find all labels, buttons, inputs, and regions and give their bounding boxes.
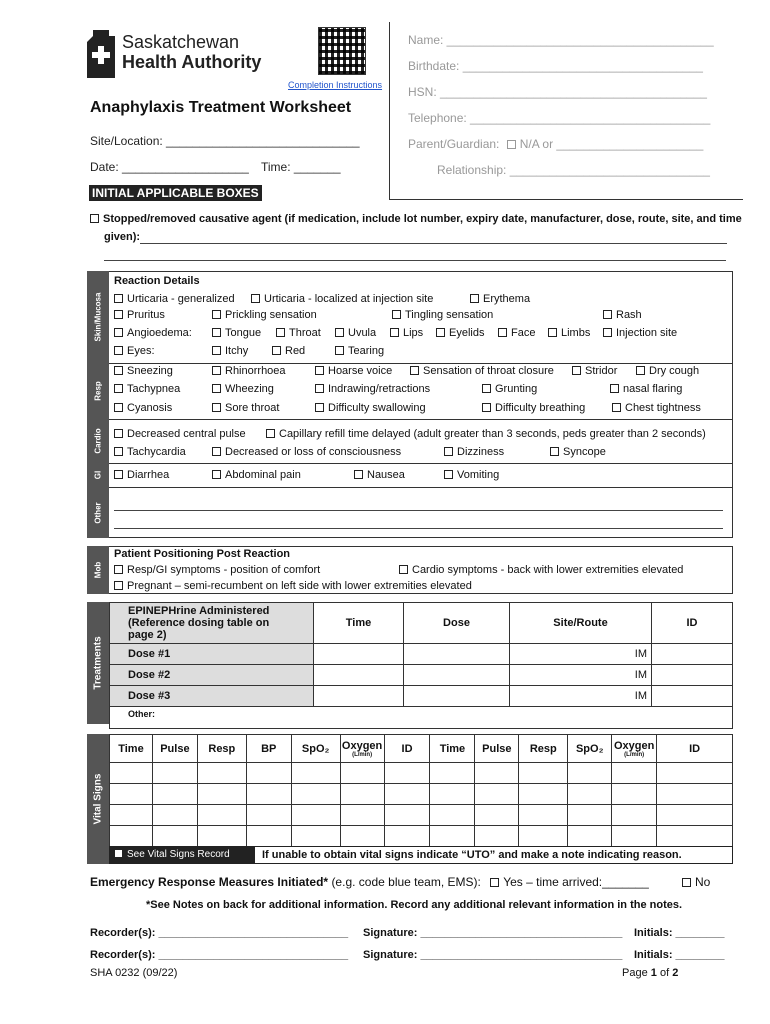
vitals-cell[interactable]: [197, 826, 246, 847]
vitals-cell[interactable]: [612, 826, 657, 847]
resp-option[interactable]: [482, 402, 585, 414]
emergency-no-label: No: [695, 875, 711, 889]
option-label: Syncope: [563, 446, 606, 458]
checkbox[interactable]: [335, 346, 344, 355]
gi-option[interactable]: [212, 469, 301, 481]
divider: [109, 363, 733, 364]
sha-logo-icon: [87, 30, 115, 78]
checkbox[interactable]: [212, 366, 221, 375]
vitals-cell[interactable]: [340, 805, 384, 826]
option-label: Stridor: [585, 365, 618, 377]
vitals-col: Time: [430, 735, 475, 763]
vitals-cell[interactable]: [657, 784, 733, 805]
option-label: Tearing: [348, 345, 385, 357]
relationship-field[interactable]: Relationship: ______________________________: [437, 163, 710, 177]
vitals-table: [109, 734, 733, 847]
option-label: Diarrhea: [127, 469, 170, 481]
vitals-cell[interactable]: [291, 763, 340, 784]
skin-group-label[interactable]: [114, 345, 155, 357]
vitals-cell[interactable]: [246, 784, 291, 805]
skin-option[interactable]: [436, 327, 484, 339]
vitals-cell[interactable]: [430, 784, 475, 805]
cardio-option[interactable]: [114, 428, 246, 440]
option-label: Difficulty swallowing: [328, 402, 426, 414]
vitals-cell[interactable]: [340, 784, 384, 805]
positioning-title: Patient Positioning Post Reaction: [114, 548, 291, 560]
dose3-time[interactable]: [314, 686, 404, 707]
checkbox[interactable]: [114, 403, 123, 412]
dose1-time[interactable]: [314, 644, 404, 665]
vitals-cell[interactable]: [519, 826, 568, 847]
checkbox[interactable]: [272, 346, 281, 355]
gi-option[interactable]: [444, 469, 499, 481]
patient-box-border-bottom: [389, 199, 743, 200]
dose3-id[interactable]: [652, 686, 733, 707]
checkbox[interactable]: [114, 310, 123, 319]
resp-option[interactable]: [572, 365, 617, 377]
checkbox[interactable]: [482, 384, 491, 393]
treatments-table: [109, 602, 733, 729]
qr-code-icon[interactable]: [318, 27, 366, 75]
checkbox[interactable]: [114, 849, 123, 858]
vitals-cell[interactable]: [657, 805, 733, 826]
option-label: Urticaria - generalized: [127, 293, 235, 305]
stopped-agent-checkbox[interactable]: [90, 214, 99, 223]
option-label: Resp/GI symptoms - position of comfort: [127, 564, 321, 576]
checkbox[interactable]: [114, 429, 123, 438]
guardian-label: Parent/Guardian:: [408, 137, 500, 151]
recorder2-field[interactable]: Recorder(s): _______________________________: [90, 949, 349, 961]
vitals-cell[interactable]: [291, 784, 340, 805]
vitals-cell[interactable]: [657, 826, 733, 847]
signature2-field[interactable]: Signature: _________________________________: [363, 949, 623, 961]
col-id: ID: [652, 603, 733, 644]
skin-option[interactable]: [276, 327, 321, 339]
checkbox[interactable]: [114, 565, 123, 574]
cardio-option[interactable]: [212, 446, 401, 458]
option-label: Capillary refill time delayed (adult greater than 3 seconds, peds greater than 2 seconds): [279, 428, 706, 440]
option-label: Hoarse voice: [328, 365, 393, 377]
given-line[interactable]: [140, 243, 727, 244]
checkbox[interactable]: [114, 346, 123, 355]
vitals-cell[interactable]: [152, 784, 197, 805]
checkbox[interactable]: [550, 447, 559, 456]
form-code: SHA 0232 (09/22): [90, 967, 178, 979]
resp-option[interactable]: [610, 383, 682, 395]
positioning-option-pregnant[interactable]: [114, 580, 472, 592]
skin-option[interactable]: [114, 293, 235, 305]
skin-option[interactable]: [603, 327, 677, 339]
resp-option[interactable]: [114, 402, 172, 414]
vitals-col: Time: [110, 735, 153, 763]
vitals-col: Resp: [197, 735, 246, 763]
vitals-cell[interactable]: [430, 763, 475, 784]
checkbox[interactable]: [114, 447, 123, 456]
option-label: Pregnant – semi-recumbent on left side with lower extremities elevated: [127, 580, 472, 592]
vitals-cell[interactable]: [291, 805, 340, 826]
checkbox[interactable]: [212, 328, 221, 337]
vitals-cell[interactable]: [519, 784, 568, 805]
checkbox[interactable]: [612, 403, 621, 412]
uto-note: If unable to obtain vital signs indicate “UTO” and make a note indicating reason.: [262, 849, 682, 861]
checkbox[interactable]: [266, 429, 275, 438]
skin-option[interactable]: [212, 345, 248, 357]
resp-option[interactable]: [612, 402, 701, 414]
checkbox[interactable]: [212, 384, 221, 393]
option-label: Injection site: [616, 327, 678, 339]
side-gi: GI: [87, 463, 109, 487]
skin-option[interactable]: [212, 309, 317, 321]
resp-option[interactable]: [212, 365, 286, 377]
vitals-cell[interactable]: [430, 826, 475, 847]
dose1-route[interactable]: IM: [510, 644, 652, 665]
recorder1-field[interactable]: Recorder(s): _______________________________: [90, 927, 349, 939]
option-label: Dizziness: [457, 446, 505, 458]
option-label: Dry cough: [649, 365, 700, 377]
resp-option[interactable]: [315, 365, 392, 377]
skin-option[interactable]: [548, 327, 590, 339]
checkbox[interactable]: [114, 470, 123, 479]
skin-option[interactable]: [114, 309, 165, 321]
option-label: Lips: [403, 327, 424, 339]
vitals-cell[interactable]: [152, 763, 197, 784]
side-other: Other: [87, 487, 109, 538]
dose2-dose[interactable]: [404, 665, 510, 686]
checkbox[interactable]: [444, 447, 453, 456]
checkbox[interactable]: [276, 328, 285, 337]
option-label: Eyes:: [127, 345, 155, 357]
col-site-route: Site/Route: [510, 603, 652, 644]
site-location-field[interactable]: Site/Location: _____________________________: [90, 134, 360, 148]
guardian-na-label: N/A or ______________________: [519, 137, 704, 151]
vitals-col: SpO₂: [291, 735, 340, 763]
vitals-cell[interactable]: [475, 784, 519, 805]
vitals-cell[interactable]: [110, 763, 153, 784]
birthdate-field[interactable]: Birthdate: ____________________________________: [408, 59, 703, 73]
vitals-col: BP: [246, 735, 291, 763]
option-label: Tachypnea: [127, 383, 181, 395]
checkbox[interactable]: [390, 328, 399, 337]
initial-boxes-header: INITIAL APPLICABLE BOXES: [89, 185, 262, 201]
vitals-cell[interactable]: [568, 805, 612, 826]
resp-option[interactable]: [212, 383, 274, 395]
checkbox[interactable]: [603, 310, 612, 319]
skin-option[interactable]: [390, 327, 423, 339]
checkbox[interactable]: [212, 403, 221, 412]
vitals-cell[interactable]: [340, 763, 384, 784]
side-skin: Skin/Mucosa: [87, 271, 109, 363]
option-label: Tachycardia: [127, 446, 186, 458]
vitals-cell[interactable]: [568, 763, 612, 784]
option-label: Wheezing: [225, 383, 274, 395]
treatments-other[interactable]: Other:: [110, 707, 733, 729]
checkbox[interactable]: [315, 403, 324, 412]
side-vitals: Vital Signs: [87, 734, 109, 864]
option-label: Eyelids: [449, 327, 485, 339]
side-treatments: Treatments: [87, 602, 109, 724]
skin-option[interactable]: [392, 309, 493, 321]
emergency-label: Emergency Response Measures Initiated*: [90, 875, 329, 889]
vitals-cell[interactable]: [110, 805, 153, 826]
divider: [109, 487, 733, 488]
option-label: nasal flaring: [623, 383, 683, 395]
vitals-cell[interactable]: [384, 805, 430, 826]
emergency-row: [90, 875, 649, 889]
dose2-id[interactable]: [652, 665, 733, 686]
vitals-col: Pulse: [475, 735, 519, 763]
vitals-cell[interactable]: [657, 763, 733, 784]
checkbox[interactable]: [114, 384, 123, 393]
divider: [109, 463, 733, 464]
checkbox[interactable]: [212, 470, 221, 479]
page-indicator: Page 1 of 2: [622, 967, 679, 979]
option-label: Throat: [289, 327, 321, 339]
option-label: Decreased central pulse: [127, 428, 246, 440]
vitals-cell[interactable]: [612, 784, 657, 805]
time-field[interactable]: Time: _______: [261, 160, 341, 174]
option-label: Chest tightness: [625, 402, 701, 414]
vitals-cell[interactable]: [568, 784, 612, 805]
cardio-option[interactable]: [114, 446, 186, 458]
checkbox[interactable]: [315, 366, 324, 375]
option-label: Difficulty breathing: [495, 402, 586, 414]
positioning-option-cardio[interactable]: [399, 564, 683, 576]
option-label: Nausea: [367, 469, 405, 481]
option-label: Tongue: [225, 327, 262, 339]
dose3-dose[interactable]: [404, 686, 510, 707]
checkbox[interactable]: [636, 366, 645, 375]
org-name-line1: Saskatchewan: [122, 32, 240, 52]
divider: [109, 419, 733, 420]
vitals-col: Pulse: [152, 735, 197, 763]
option-label: Abdominal pain: [225, 469, 301, 481]
gi-option[interactable]: [354, 469, 405, 481]
resp-option[interactable]: [636, 365, 699, 377]
option-label: Sensation of throat closure: [423, 365, 554, 377]
checkbox[interactable]: [399, 565, 408, 574]
cardio-option[interactable]: [550, 446, 606, 458]
checkbox[interactable]: [444, 470, 453, 479]
dose3-route[interactable]: IM: [510, 686, 652, 707]
vitals-cell[interactable]: [340, 826, 384, 847]
checkbox[interactable]: [572, 366, 581, 375]
date-field[interactable]: Date: ___________________: [90, 160, 249, 174]
option-label: Decreased or loss of consciousness: [225, 446, 402, 458]
checkbox[interactable]: [114, 328, 123, 337]
checkbox[interactable]: [392, 310, 401, 319]
vitals-cell[interactable]: [519, 763, 568, 784]
checkbox[interactable]: [436, 328, 445, 337]
skin-option[interactable]: [335, 327, 376, 339]
skin-option[interactable]: [212, 327, 261, 339]
skin-option[interactable]: [335, 345, 384, 357]
vitals-cell[interactable]: [246, 805, 291, 826]
col-time: Time: [314, 603, 404, 644]
reaction-details-title: Reaction Details: [114, 275, 200, 287]
option-label: Face: [511, 327, 536, 339]
stopped-given-label: given):: [104, 231, 141, 243]
vitals-cell[interactable]: [475, 805, 519, 826]
resp-option[interactable]: [315, 402, 426, 414]
vitals-cell[interactable]: [475, 763, 519, 784]
resp-option[interactable]: [410, 365, 554, 377]
completion-instructions-link[interactable]: Completion Instructions: [288, 80, 383, 90]
vitals-col: Resp: [519, 735, 568, 763]
other-line-2[interactable]: [114, 528, 723, 529]
stopped-agent-row[interactable]: [90, 213, 742, 225]
vitals-cell[interactable]: [152, 826, 197, 847]
checkbox[interactable]: [603, 328, 612, 337]
option-label: Cardio symptoms - back with lower extremities elevated: [412, 564, 684, 576]
skin-option[interactable]: [498, 327, 535, 339]
emergency-no-checkbox[interactable]: [682, 878, 691, 887]
resp-option[interactable]: [114, 365, 173, 377]
option-label: Tingling sensation: [405, 309, 494, 321]
vitals-cell[interactable]: [568, 826, 612, 847]
positioning-option-resp[interactable]: [114, 564, 320, 576]
vitals-cell[interactable]: [110, 826, 153, 847]
checkbox[interactable]: [251, 294, 260, 303]
gi-option[interactable]: [114, 469, 169, 481]
vitals-cell[interactable]: [291, 826, 340, 847]
option-label: Rhinorrhoea: [225, 365, 286, 377]
hsn-field[interactable]: HSN: ________________________________________: [408, 85, 707, 99]
vitals-cell[interactable]: [384, 763, 430, 784]
vitals-cell[interactable]: [110, 784, 153, 805]
option-label: Prickling sensation: [225, 309, 317, 321]
skin-option[interactable]: [603, 309, 642, 321]
emergency-hint: (e.g. code blue team, EMS):: [331, 875, 481, 889]
initials1-field[interactable]: Initials: ________: [634, 927, 725, 939]
skin-option[interactable]: [251, 293, 433, 305]
name-field[interactable]: Name: ________________________________________: [408, 33, 714, 47]
vitals-cell[interactable]: [246, 826, 291, 847]
side-resp: Resp: [87, 363, 109, 419]
vitals-col: ID: [657, 735, 733, 763]
option-label: Urticaria - localized at injection site: [264, 293, 434, 305]
vitals-cell[interactable]: [519, 805, 568, 826]
skin-option[interactable]: [470, 293, 530, 305]
option-label: Uvula: [348, 327, 377, 339]
option-label: Pruritus: [127, 309, 165, 321]
dose1-id[interactable]: [652, 644, 733, 665]
skin-group-label[interactable]: [114, 327, 192, 339]
checkbox[interactable]: [498, 328, 507, 337]
resp-option[interactable]: [114, 383, 180, 395]
emergency-yes-checkbox[interactable]: [490, 878, 499, 887]
emergency-yes-label[interactable]: Yes – time arrived:_______: [503, 875, 649, 889]
option-label: Erythema: [483, 293, 531, 305]
see-vitals-record[interactable]: [114, 849, 230, 860]
initials2-field[interactable]: Initials: ________: [634, 949, 725, 961]
checkbox[interactable]: [548, 328, 557, 337]
cardio-option[interactable]: [444, 446, 504, 458]
option-label: Angioedema:: [127, 327, 192, 339]
option-label: Limbs: [561, 327, 591, 339]
option-label: Rash: [616, 309, 642, 321]
option-label: Sore throat: [225, 402, 280, 414]
option-label: Sneezing: [127, 365, 173, 377]
checkbox[interactable]: [610, 384, 619, 393]
other-line-1[interactable]: [114, 510, 723, 511]
signature1-field[interactable]: Signature: _________________________________: [363, 927, 623, 939]
vitals-cell[interactable]: [612, 763, 657, 784]
vitals-cell[interactable]: [197, 784, 246, 805]
checkbox[interactable]: [410, 366, 419, 375]
vitals-cell[interactable]: [384, 826, 430, 847]
side-cardio: Cardio: [87, 419, 109, 463]
given-line-2[interactable]: [104, 260, 726, 261]
vitals-cell[interactable]: [246, 763, 291, 784]
dose2-time[interactable]: [314, 665, 404, 686]
epi-header: EPINEPHrine Administered (Reference dosing table on page 2): [110, 603, 314, 644]
notes-text: *See Notes on back for additional information. Record any additional relevant information in the notes.: [146, 899, 683, 911]
option-label: Cyanosis: [127, 402, 173, 414]
col-dose: Dose: [404, 603, 510, 644]
vitals-cell[interactable]: [384, 784, 430, 805]
skin-option[interactable]: [272, 345, 305, 357]
checkbox[interactable]: [354, 470, 363, 479]
dose3-label: Dose #3: [110, 686, 314, 707]
checkbox[interactable]: [335, 328, 344, 337]
checkbox[interactable]: [114, 581, 123, 590]
vitals-cell[interactable]: [475, 826, 519, 847]
checkbox[interactable]: [315, 384, 324, 393]
stopped-agent-label: Stopped/removed causative agent (if medication, include lot number, expiry date, manufacturer, dose, route, site, and time: [103, 213, 742, 225]
vitals-cell[interactable]: [612, 805, 657, 826]
vitals-cell[interactable]: [152, 805, 197, 826]
dose2-route[interactable]: IM: [510, 665, 652, 686]
checkbox[interactable]: [212, 310, 221, 319]
checkbox[interactable]: [482, 403, 491, 412]
page-title: Anaphylaxis Treatment Worksheet: [90, 99, 352, 116]
guardian-field[interactable]: [408, 137, 703, 151]
side-mob: Mob: [87, 546, 109, 594]
checkbox[interactable]: [470, 294, 479, 303]
vitals-cell[interactable]: [197, 763, 246, 784]
cardio-option[interactable]: [266, 428, 706, 440]
patient-box-border: [389, 22, 390, 200]
checkbox[interactable]: [114, 294, 123, 303]
dose1-dose[interactable]: [404, 644, 510, 665]
option-label: Itchy: [225, 345, 249, 357]
org-name-line2: Health Authority: [122, 52, 262, 72]
option-label: See Vital Signs Record: [127, 849, 230, 860]
option-label: Grunting: [495, 383, 538, 395]
vitals-col: Oxygen (L/min): [340, 735, 384, 763]
dose2-label: Dose #2: [110, 665, 314, 686]
resp-option[interactable]: [315, 383, 430, 395]
dose1-label: Dose #1: [110, 644, 314, 665]
vitals-col: ID: [384, 735, 430, 763]
checkbox[interactable]: [212, 346, 221, 355]
vitals-cell[interactable]: [430, 805, 475, 826]
checkbox[interactable]: [212, 447, 221, 456]
option-label: Vomiting: [457, 469, 500, 481]
guardian-na-checkbox[interactable]: [507, 140, 516, 149]
option-label: Indrawing/retractions: [328, 383, 431, 395]
resp-option[interactable]: [482, 383, 537, 395]
vitals-cell[interactable]: [197, 805, 246, 826]
option-label: Red: [285, 345, 306, 357]
vitals-col: SpO₂: [568, 735, 612, 763]
resp-option[interactable]: [212, 402, 279, 414]
telephone-field[interactable]: Telephone: ____________________________________: [408, 111, 711, 125]
vitals-col: Oxygen (L/min): [612, 735, 657, 763]
emergency-no[interactable]: [682, 875, 710, 889]
checkbox[interactable]: [114, 366, 123, 375]
